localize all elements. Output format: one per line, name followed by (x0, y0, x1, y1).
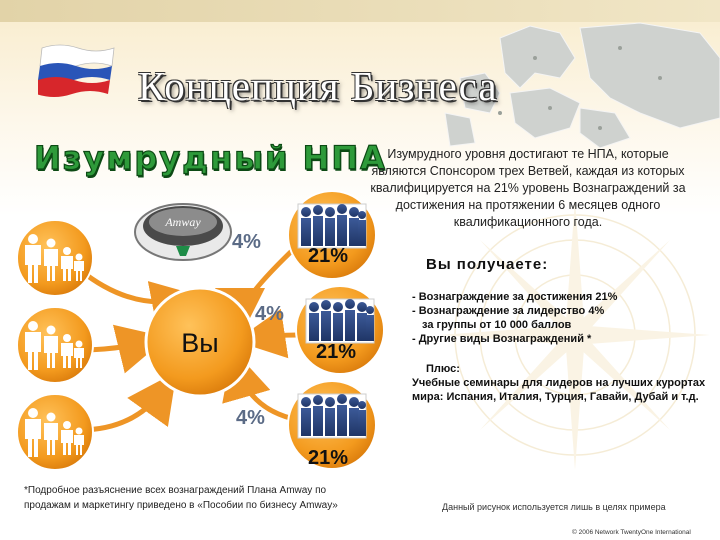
leadership-percent: 4% (232, 231, 261, 253)
leadership-percent: 4% (255, 303, 284, 325)
family-node (17, 220, 93, 296)
benefit-item: - Вознаграждение за достижения 21% (412, 291, 618, 303)
benefit-item: - Другие виды Вознаграждений * (412, 333, 592, 345)
receive-heading: Вы получаете: (426, 256, 549, 273)
achievement-percent: 21% (308, 245, 349, 267)
benefit-item: за группы от 10 000 баллов (422, 319, 572, 331)
pin-brand: Amway (165, 215, 201, 229)
description-text: Изумрудного уровня достигают те НПА, которые являются Спонсором трех Ветвей, каждая из которых квалифицируется на 21% уровень Вознаграждений за достижения на протяжении 6 месяцев одного квалификационного года. (370, 147, 686, 229)
footnote: *Подробное разъяснение всех вознаграждений Плана Amway по продажам и маркетингу приведено в «Пособии по бизнесу Amway» (24, 485, 338, 511)
center-node (146, 288, 254, 396)
achievement-percent: 21% (308, 447, 349, 469)
plus-text: Учебные семинары для лидеров на лучших курортах мира: Испания, Италия, Турция, Гавайи, Дубай и т.д. (412, 377, 706, 403)
emerald-pin-icon (135, 204, 231, 260)
slide-title: Концепция Бизнеса (138, 63, 498, 109)
arrow-icon (255, 335, 298, 338)
achievement-percent: 21% (316, 341, 357, 363)
disclaimer: Данный рисунок используется лишь в целях примера (442, 502, 666, 512)
slide-subtitle: Изумрудный НПА (34, 139, 387, 177)
family-node (17, 307, 93, 383)
leadership-percent: 4% (236, 407, 265, 429)
arrow-icon (80, 270, 182, 302)
center-label: Вы (181, 328, 219, 358)
benefit-item: - Вознаграждение за лидерство 4% (412, 305, 605, 317)
family-node (17, 394, 93, 470)
copyright: © 2006 Network TwentyOne International (572, 529, 691, 536)
plus-title: Плюс: (426, 363, 460, 375)
